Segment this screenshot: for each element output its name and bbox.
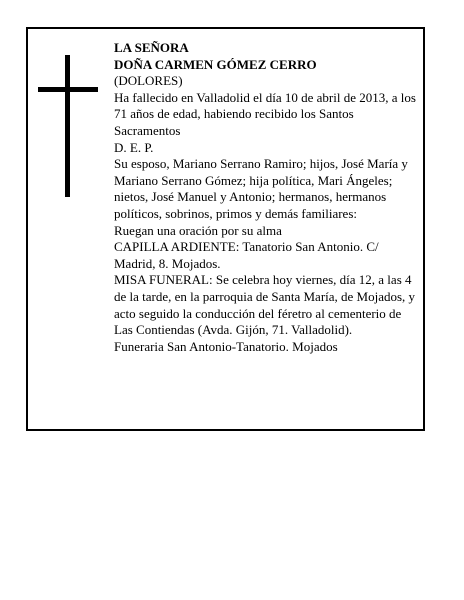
obituary-text [114,40,416,355]
funeral-home: Funeraria San Antonio-Tanatorio. Mojados [114,338,338,354]
cross-vertical-bar [65,55,70,197]
notice-title: LA SEÑORA [114,40,189,55]
family-list: Su esposo, Mariano Serrano Ramiro; hijos, José María y Mariano Serrano Gómez; hija política, Mari Ángeles; nietos, José Manuel y Antonio; hermanos, hermanos políticos, sobrinos, primos y demás familiares: [114,156,408,221]
funeral-info: MISA FUNERAL: Se celebra hoy viernes, día 12, a las 4 de la tarde, en la parroquia de Santa María, de Mojados, y acto seguido la conducción del féretro al cementerio de Las Contiendas (Avda. Gijón, 71. Valladolid). [114,272,416,338]
deceased-name: DOÑA CARMEN GÓMEZ CERRO [114,56,317,72]
death-statement: Ha fallecido en Valladolid el día 10 de abril de 2013, a los 71 años de edad, habiendo recibido los Santos Sacramentos [114,89,416,138]
rip-text: D. E. P. [114,139,154,155]
cross-icon [38,55,98,197]
chapel-info: CAPILLA ARDIENTE: Tanatorio San Antonio. C/ Madrid, 8. Mojados. [114,239,379,271]
prayer-request: Ruegan una oración por su alma [114,222,282,238]
deceased-nickname: (DOLORES) [114,73,183,89]
cross-horizontal-bar [38,87,98,92]
